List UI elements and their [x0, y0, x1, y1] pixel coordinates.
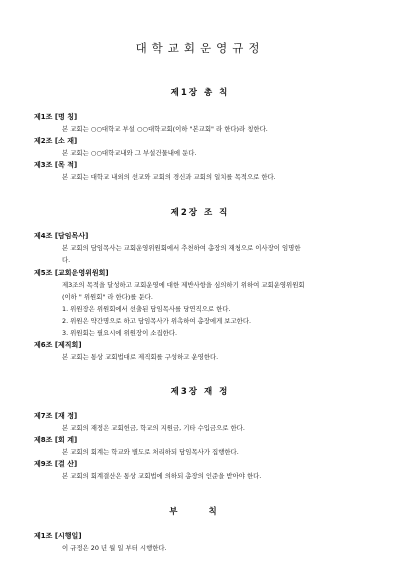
article-8-text: 본 교회의 회계는 학교와 별도로 처리하되 담임목사가 집행한다. [62, 448, 239, 456]
appendix-article-1-text: 이 규정은 20 년 월 일 부터 시행한다. [62, 544, 167, 552]
appendix-article-1-heading: 제1조 [시행일] [34, 532, 82, 540]
article-2-text: 본 교회는 ○○대학교내와 그 부설건물내에 둔다. [62, 149, 197, 157]
chapter-3-heading: 제3장 재 정 [170, 387, 230, 397]
article-1-heading: 제1조 [명 칭] [34, 113, 78, 121]
article-9-heading: 제9조 [결 산] [34, 460, 78, 468]
chapter-2-heading: 제2장 조 직 [170, 208, 230, 218]
article-3-text: 본 교회는 대학교 내외의 선교와 교회의 경신과 교회의 일치를 목적으로 한다. [62, 173, 276, 181]
article-7-text: 본 교회의 재정은 교회헌금, 학교의 지원금, 기타 수입금으로 한다. [62, 424, 245, 432]
article-6-heading: 제6조 [제직회] [34, 341, 82, 349]
article-5-item-1: 1. 위원장은 위원회에서 선출된 담임목사를 당연직으로 한다. [62, 305, 231, 313]
article-3-heading: 제3조 [목 적] [34, 161, 78, 169]
appendix-heading: 부 칙 [169, 507, 231, 517]
article-4-line-1: 본 교회의 담임목사는 교회운영위원회에서 추천하여 총장의 재청으로 이사장이 임명한 [62, 244, 301, 252]
article-9-text: 본 교회의 회계결산은 통상 교회법에 의하되 총장의 인준을 받아야 한다. [62, 472, 262, 480]
article-6-text: 본 교회는 통상 교회법대로 제직회를 구성하고 운영한다. [62, 353, 219, 361]
article-5-item-2: 2. 위원은 약간명으로 하고 담임목사가 위촉하여 총장에게 보고한다. [62, 317, 252, 325]
article-4-line-2: 다. [62, 256, 71, 264]
chapter-1-heading: 제1장 총 칙 [170, 88, 230, 98]
article-5-heading: 제5조 [교회운영위원회] [34, 269, 109, 277]
article-8-heading: 제8조 [회 계] [34, 436, 78, 444]
article-5-line-2: (이하 " 위원회" 라 한다)를 둔다. [62, 293, 153, 301]
article-7-heading: 제7조 [재 정] [34, 412, 78, 420]
article-5-item-3: 3. 위원회는 필요시에 위원장이 소집한다. [62, 329, 178, 337]
article-1-text: 본 교회는 ○○대학교 부설 ○○대학교회(이하 "본교회" 라 한다)라 칭한다. [62, 125, 268, 133]
article-4-heading: 제4조 [담임목사] [34, 232, 89, 240]
document-title: 대학교회운영규정 [135, 41, 265, 55]
article-2-heading: 제2조 [소 재] [34, 137, 78, 145]
article-5-line-1: 제3조의 목적을 달성하고 교회운영에 대한 제반사항을 심의하기 위하여 교회운영위원회 [62, 281, 305, 289]
